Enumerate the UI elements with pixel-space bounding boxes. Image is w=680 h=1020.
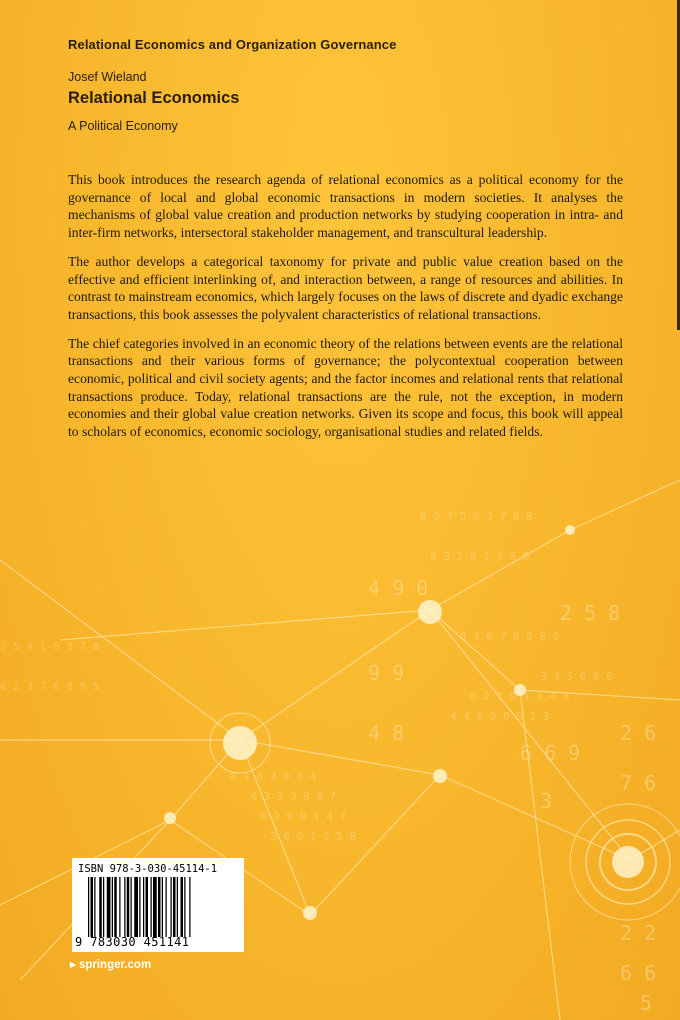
barcode-bar [119, 877, 120, 937]
barcode-bar [139, 877, 140, 937]
svg-text:4 9 0: 4 9 0 [368, 576, 429, 600]
svg-text:6 6: 6 6 [620, 961, 657, 985]
barcode-bar [107, 877, 111, 937]
barcode-bar [146, 877, 149, 937]
description-paragraph: This book introduces the research agenda of relational economics as a political economy for the governance of local and global economic transactions in modern societies. It analyses the mechanisms of global value creation and production networks by studying cooperation in intra- and inter-firm networks, intersectoral stakeholder management, and transcultural leadership. [68, 172, 623, 241]
barcode-bar [112, 877, 113, 937]
barcode-bar [171, 877, 172, 937]
barcode-bar [124, 877, 125, 937]
svg-text:9 3 2 0 1 9 5 0: 9 3 2 0 1 9 5 0 [430, 550, 530, 563]
barcode-bar [181, 877, 184, 937]
barcode-bar [162, 877, 163, 937]
svg-text:8 1 8 2 9 8 4: 8 1 8 2 9 8 4 [230, 770, 317, 783]
svg-text:3 9 6 1 5 5 8: 3 9 6 1 5 5 8 [270, 830, 357, 843]
svg-text:6 2 3 7 6 0 9 5: 6 2 3 7 6 0 9 5 [0, 680, 100, 693]
svg-text:2 2: 2 2 [620, 921, 657, 945]
series-title: Relational Economics and Organization Governance [68, 37, 397, 52]
barcode-bar [134, 877, 138, 937]
book-description [68, 171, 623, 452]
svg-text:2 5 4 1 6 3 7 0: 2 5 4 1 6 3 7 0 [0, 640, 100, 653]
svg-text:3: 3 [540, 789, 553, 813]
barcode-digits: 9 783030 451141 [75, 935, 190, 949]
barcode-bar [114, 877, 117, 937]
svg-text:8 0 7 5 9 3 7 8 8: 8 0 7 5 9 3 7 8 8 [420, 510, 533, 523]
svg-text:3 4 5 6 6 6: 3 4 5 6 6 6 [540, 670, 613, 683]
book-subtitle: A Political Economy [68, 119, 178, 133]
barcode-bar [158, 877, 161, 937]
isbn-barcode [72, 858, 244, 952]
barcode-bar [173, 877, 176, 937]
svg-text:4 4 6 0 0 9 1 3: 4 4 6 0 0 9 1 3 [450, 710, 550, 723]
svg-text:0 2 9 9 1 4 7: 0 2 9 9 1 4 7 [260, 810, 347, 823]
barcode-bar [184, 877, 185, 937]
svg-text:5: 5 [640, 991, 653, 1015]
svg-text:8 4 6 7 8 5 9 9: 8 4 6 7 8 5 9 9 [460, 630, 560, 643]
barcode-bars [88, 877, 240, 937]
svg-text:2 6: 2 6 [620, 721, 657, 745]
barcode-bar [103, 877, 104, 937]
description-paragraph: The chief categories involved in an economic theory of the relations between events are the relational transactions and their various forms of governance; the polycontextual cooperation between economic, political and civil society agents; and the factor incomes and relational rents that relational transactions produce. Today, relational transactions are the rule, not the exception, in modern economies and their global value creation networks. Given its scope and focus, this book will appeal to scholars of economics, economic sociology, organisational studies and related fields. [68, 335, 623, 440]
barcode-bar [91, 877, 94, 937]
barcode-bar [166, 877, 167, 937]
springer-link[interactable]: ▸ springer.com [70, 959, 152, 971]
description-paragraph: The author develops a categorical taxonomy for private and public value creation based on the effective and efficient interlinking of, and interaction between, a range of resources and abilities. In contrast to mainstream economics, which largely focuses on the laws of discrete and dyadic exchange transactions, this book assesses the polyvalent characteristics of relational transactions. [68, 253, 623, 322]
svg-text:4 8: 4 8 [368, 721, 405, 745]
svg-text:4 3 3 3 9 9 7: 4 3 3 3 9 9 7 [250, 790, 337, 803]
barcode-bar [88, 877, 89, 937]
svg-text:2 5 8: 2 5 8 [560, 601, 621, 625]
barcode-bar [143, 877, 144, 937]
barcode-bar [153, 877, 157, 937]
barcode-bar [151, 877, 152, 937]
svg-text:7 6: 7 6 [620, 771, 657, 795]
barcode-bar [127, 877, 130, 937]
author-name: Josef Wieland [68, 70, 147, 84]
book-title: Relational Economics [68, 89, 240, 107]
barcode-bar [131, 877, 132, 937]
svg-text:9 9: 9 9 [368, 661, 405, 685]
svg-text:6 2 1 9 1 4 4 8: 6 2 1 9 1 4 4 8 [470, 690, 570, 703]
barcode-bar [99, 877, 102, 937]
svg-text:6 6 9: 6 6 9 [520, 741, 581, 765]
barcode-bar [177, 877, 178, 937]
barcode-bar [189, 877, 190, 937]
isbn-label: ISBN 978-3-030-45114-1 [78, 863, 218, 875]
barcode-bar [94, 877, 95, 937]
